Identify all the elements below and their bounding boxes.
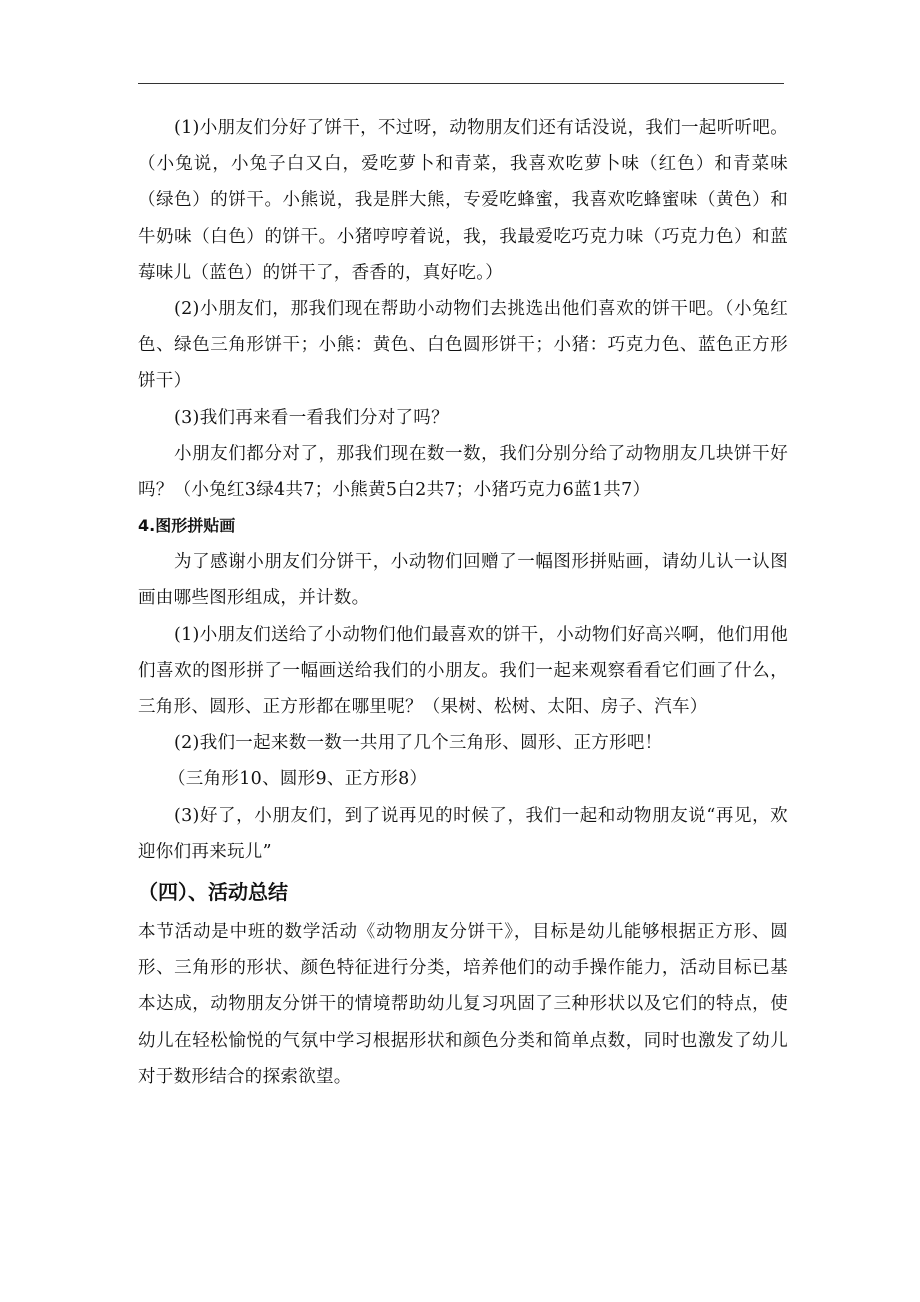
section-4-shape-counts: （三角形10、圆形9、正方形8） [168,769,428,790]
document-body [138,110,788,1095]
summary-heading: （四）、活动总结 [138,880,288,905]
section-4-heading: 4.图形拼贴画 [138,516,236,536]
paragraph-count: 小朋友们都分对了，那我们现在数一数，我们分别分给了动物朋友几块饼干好吗？（小兔红3绿4共7；小熊黄5白2共7；小猪巧克力6蓝1共7） [138,443,788,501]
summary-body: 本节活动是中班的数学活动《动物朋友分饼干》，目标是幼儿能够根据正方形、圆形、三角形的形状、颜色特征进行分类，培养他们的动手操作能力，活动目标已基本达成，动物朋友分饼干的情境帮助幼儿复习巩固了三种形状以及它们的特点，使幼儿在轻松愉悦的气氛中学习根据形状和颜色分类和简单点数，同时也激发了幼儿对于数形结合的探索欲望。 [138,922,788,1087]
header-rule [138,83,784,84]
section-4-step-3: (3)好了，小朋友们，到了说再见的时候了，我们一起和动物朋友说“再见，欢迎你们再来玩儿” [138,805,788,862]
paragraph-animals-talk: (1)小朋友们分好了饼干，不过呀，动物朋友们还有话没说，我们一起听听吧。（小兔说，小兔子白又白，爱吃萝卜和青菜，我喜欢吃萝卜味（红色）和青菜味（绿色）的饼干。小熊说，我是胖大熊，专爱吃蜂蜜，我喜欢吃蜂蜜味（黄色）和牛奶味（白色）的饼干。小猪哼哼着说，我，我最爱吃巧克力味（巧克力色）和蓝莓味儿（蓝色）的饼干了，香香的，真好吃。） [138,118,788,283]
section-4-step-1: (1)小朋友们送给了小动物们他们最喜欢的饼干，小动物们好高兴啊，他们用他们喜欢的图形拼了一幅画送给我们的小朋友。我们一起来观察看看它们画了什么，三角形、圆形、正方形都在哪里呢？（果树、松树、太阳、房子、汽车） [138,624,788,718]
section-4-step-2: (2)我们一起来数一数一共用了几个三角形、圆形、正方形吧！ [174,733,663,754]
paragraph-check: (3)我们再来看一看我们分对了吗？ [174,407,449,428]
section-4-intro: 为了感谢小朋友们分饼干，小动物们回赠了一幅图形拼贴画，请幼儿认一认图画由哪些图形组成，并计数。 [138,552,788,609]
paragraph-pick-cookies: (2)小朋友们，那我们现在帮助小动物们去挑选出他们喜欢的饼干吧。（小兔红色、绿色三角形饼干；小熊：黄色、白色圆形饼干；小猪：巧克力色、蓝色正方形饼干） [138,299,788,392]
